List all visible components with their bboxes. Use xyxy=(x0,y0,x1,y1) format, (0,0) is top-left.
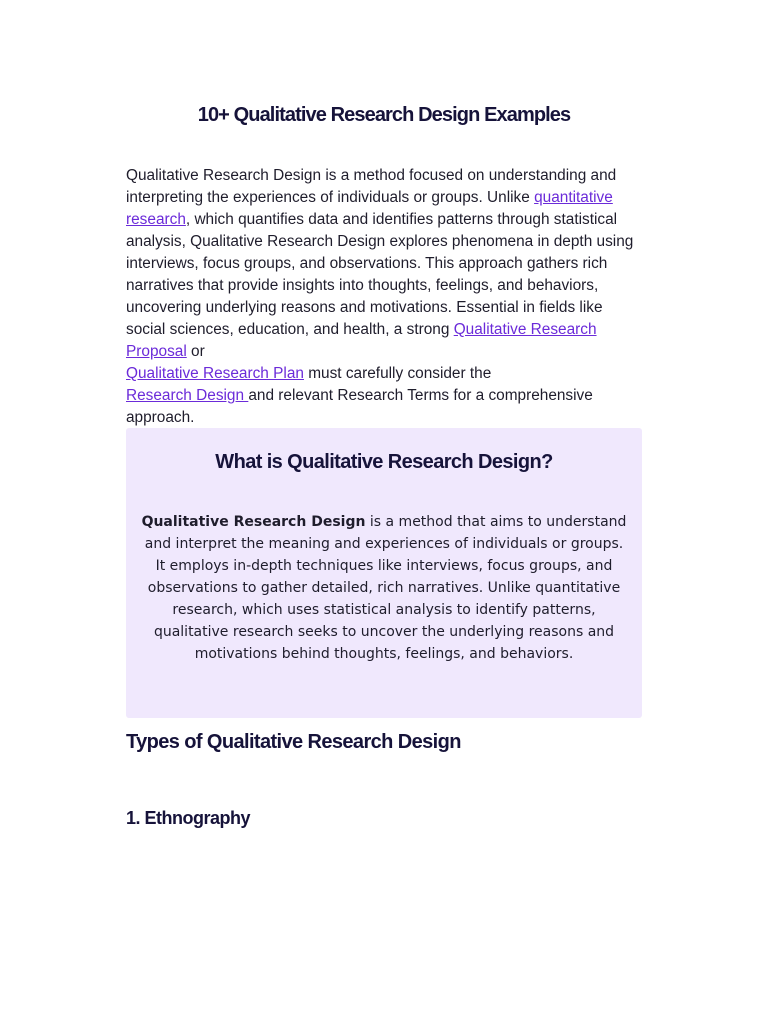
intro-text-3: or xyxy=(186,343,205,360)
qualitative-research-proposal-link[interactable]: Qualitative Research Proposal xyxy=(126,321,597,360)
intro-text-4: must carefully consider the xyxy=(303,365,492,382)
intro-text-1: Qualitative Research Design is a method focused on understanding and interpreting the experiences of individuals or groups. Unlike xyxy=(126,167,617,206)
intro-paragraph xyxy=(126,165,642,429)
callout-title: What is Qualitative Research Design? xyxy=(215,451,553,473)
intro-text-2: , which quantifies data and identifies patterns through statistical analysis, Qualitative Research Design explores phenomena in depth using interviews, focus groups, and observations. This approach gathers rich narratives that provide insights into thoughts, feelings, and behaviors, uncovering underlying reasons and motivations. Essential in fields like social sciences, education, and health, a strong xyxy=(126,211,634,338)
section-heading-types: Types of Qualitative Research Design xyxy=(126,731,461,753)
qualitative-research-plan-link[interactable]: Qualitative Research Plan xyxy=(126,365,304,382)
callout-bold-term: Qualitative Research Design xyxy=(141,514,366,530)
quantitative-research-link[interactable]: quantitative research xyxy=(126,189,613,228)
callout-body-text: is a method that aims to understand and interpret the meaning and experiences of individuals or groups. It employs in-depth techniques like interviews, focus groups, and observations to gather detailed, rich narratives. Unlike quantitative research, which uses statistical analysis to identify patterns, qualitative research seeks to uncover the underlying reasons and motivations behind thoughts, feelings, and behaviors. xyxy=(144,514,627,662)
intro-text-5: and relevant Research Terms for a comprehensive approach. xyxy=(126,387,593,426)
research-design-link[interactable]: Research Design xyxy=(126,387,249,404)
definition-callout xyxy=(126,428,642,718)
sub-heading-ethnography: 1. Ethnography xyxy=(126,808,251,828)
callout-body xyxy=(140,511,628,665)
page-title: 10+ Qualitative Research Design Examples xyxy=(197,104,571,126)
